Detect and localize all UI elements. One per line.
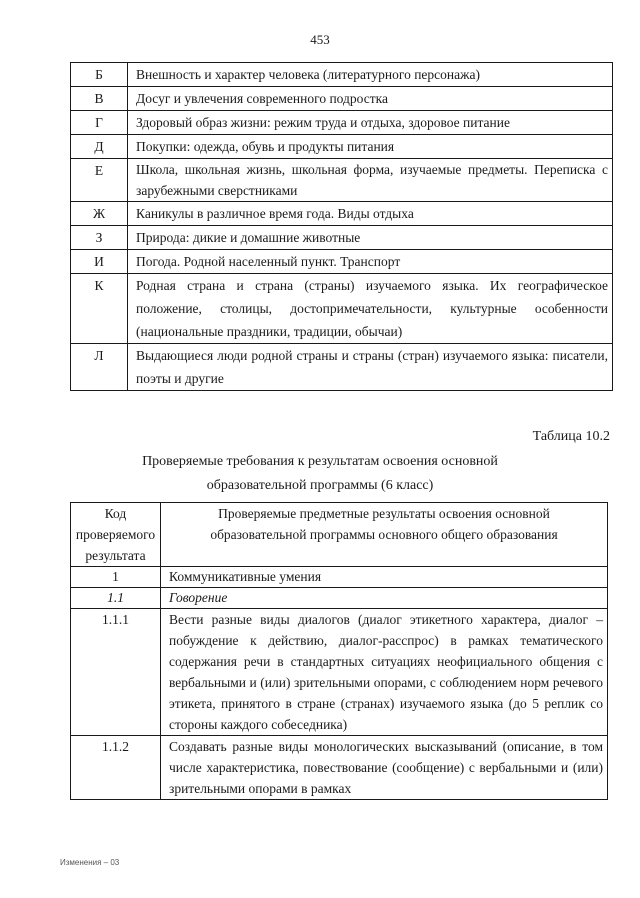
table-row <box>71 250 613 274</box>
topic-text: Выдающиеся люди родной страны и страны (стран) изучаемого языка: писатели, поэты и другие <box>128 344 613 391</box>
topic-code: К <box>71 274 128 344</box>
topic-code: Е <box>71 159 128 202</box>
table-header-row <box>71 503 608 567</box>
table-row <box>71 159 613 202</box>
requirement-code: 1 <box>71 567 161 588</box>
table-row <box>71 202 613 226</box>
topic-text: Досуг и увлечения современного подростка <box>128 87 613 111</box>
topic-text: Родная страна и страна (страны) изучаемого языка. Их географическое положение, столицы, достопримечательности, культурные особенности (национальные праздники, традиции, обычаи) <box>128 274 613 344</box>
table-label: Таблица 10.2 <box>532 429 610 444</box>
table-title: Проверяемые требования к результатам освоения основной <box>142 454 498 469</box>
topics-table <box>70 62 613 391</box>
table-row <box>71 609 608 736</box>
requirement-text: Создавать разные виды монологических высказываний (описание, в том числе характеристика, повествование (сообщение) с вербальными и (или) зрительными опорами в рамках <box>161 736 608 800</box>
table-row <box>71 274 613 344</box>
topic-text: Каникулы в различное время года. Виды отдыха <box>128 202 613 226</box>
table-row <box>71 588 608 609</box>
table-subtitle: образовательной программы (6 класс) <box>206 478 434 493</box>
table-row <box>71 736 608 800</box>
topic-code: В <box>71 87 128 111</box>
requirement-code: 1.1.2 <box>71 736 161 800</box>
requirements-table <box>70 502 608 800</box>
topic-text: Школа, школьная жизнь, школьная форма, изучаемые предметы. Переписка с зарубежными сверстниками <box>128 159 613 202</box>
header-code: Код проверяемого результата <box>71 503 161 567</box>
topic-text: Покупки: одежда, обувь и продукты питания <box>128 135 613 159</box>
topic-code: Д <box>71 135 128 159</box>
table-row <box>71 111 613 135</box>
requirement-text: Коммуникативные умения <box>161 567 608 588</box>
topic-code: Г <box>71 111 128 135</box>
requirement-text: Говорение <box>161 588 608 609</box>
table-row <box>71 87 613 111</box>
requirement-code: 1.1 <box>71 588 161 609</box>
table-row <box>71 226 613 250</box>
requirement-text: Вести разные виды диалогов (диалог этикетного характера, диалог – побуждение к действию, диалог-расспрос) в рамках тематического содержания речи в стандартных ситуациях неофициального общения с вербальными и (или) зрительными опорами, с соблюдением норм речевого этикета, принятого в стране (странах) изучаемого языка (до 5 реплик со стороны каждого собеседника) <box>161 609 608 736</box>
footer-note: Изменения – 03 <box>60 858 120 867</box>
topic-code: Л <box>71 344 128 391</box>
table-row <box>71 63 613 87</box>
topic-code: З <box>71 226 128 250</box>
table-row <box>71 135 613 159</box>
topic-text: Внешность и характер человека (литературного персонажа) <box>128 63 613 87</box>
topic-text: Погода. Родной населенный пункт. Транспорт <box>128 250 613 274</box>
topic-code: И <box>71 250 128 274</box>
topic-text: Здоровый образ жизни: режим труда и отдыха, здоровое питание <box>128 111 613 135</box>
topic-code: Б <box>71 63 128 87</box>
topic-code: Ж <box>71 202 128 226</box>
page-number: 453 <box>310 32 330 47</box>
header-text: Проверяемые предметные результаты освоения основной образовательной программы основного общего образования <box>161 503 608 567</box>
table-row <box>71 567 608 588</box>
requirement-code: 1.1.1 <box>71 609 161 736</box>
table-row <box>71 344 613 391</box>
topic-text: Природа: дикие и домашние животные <box>128 226 613 250</box>
